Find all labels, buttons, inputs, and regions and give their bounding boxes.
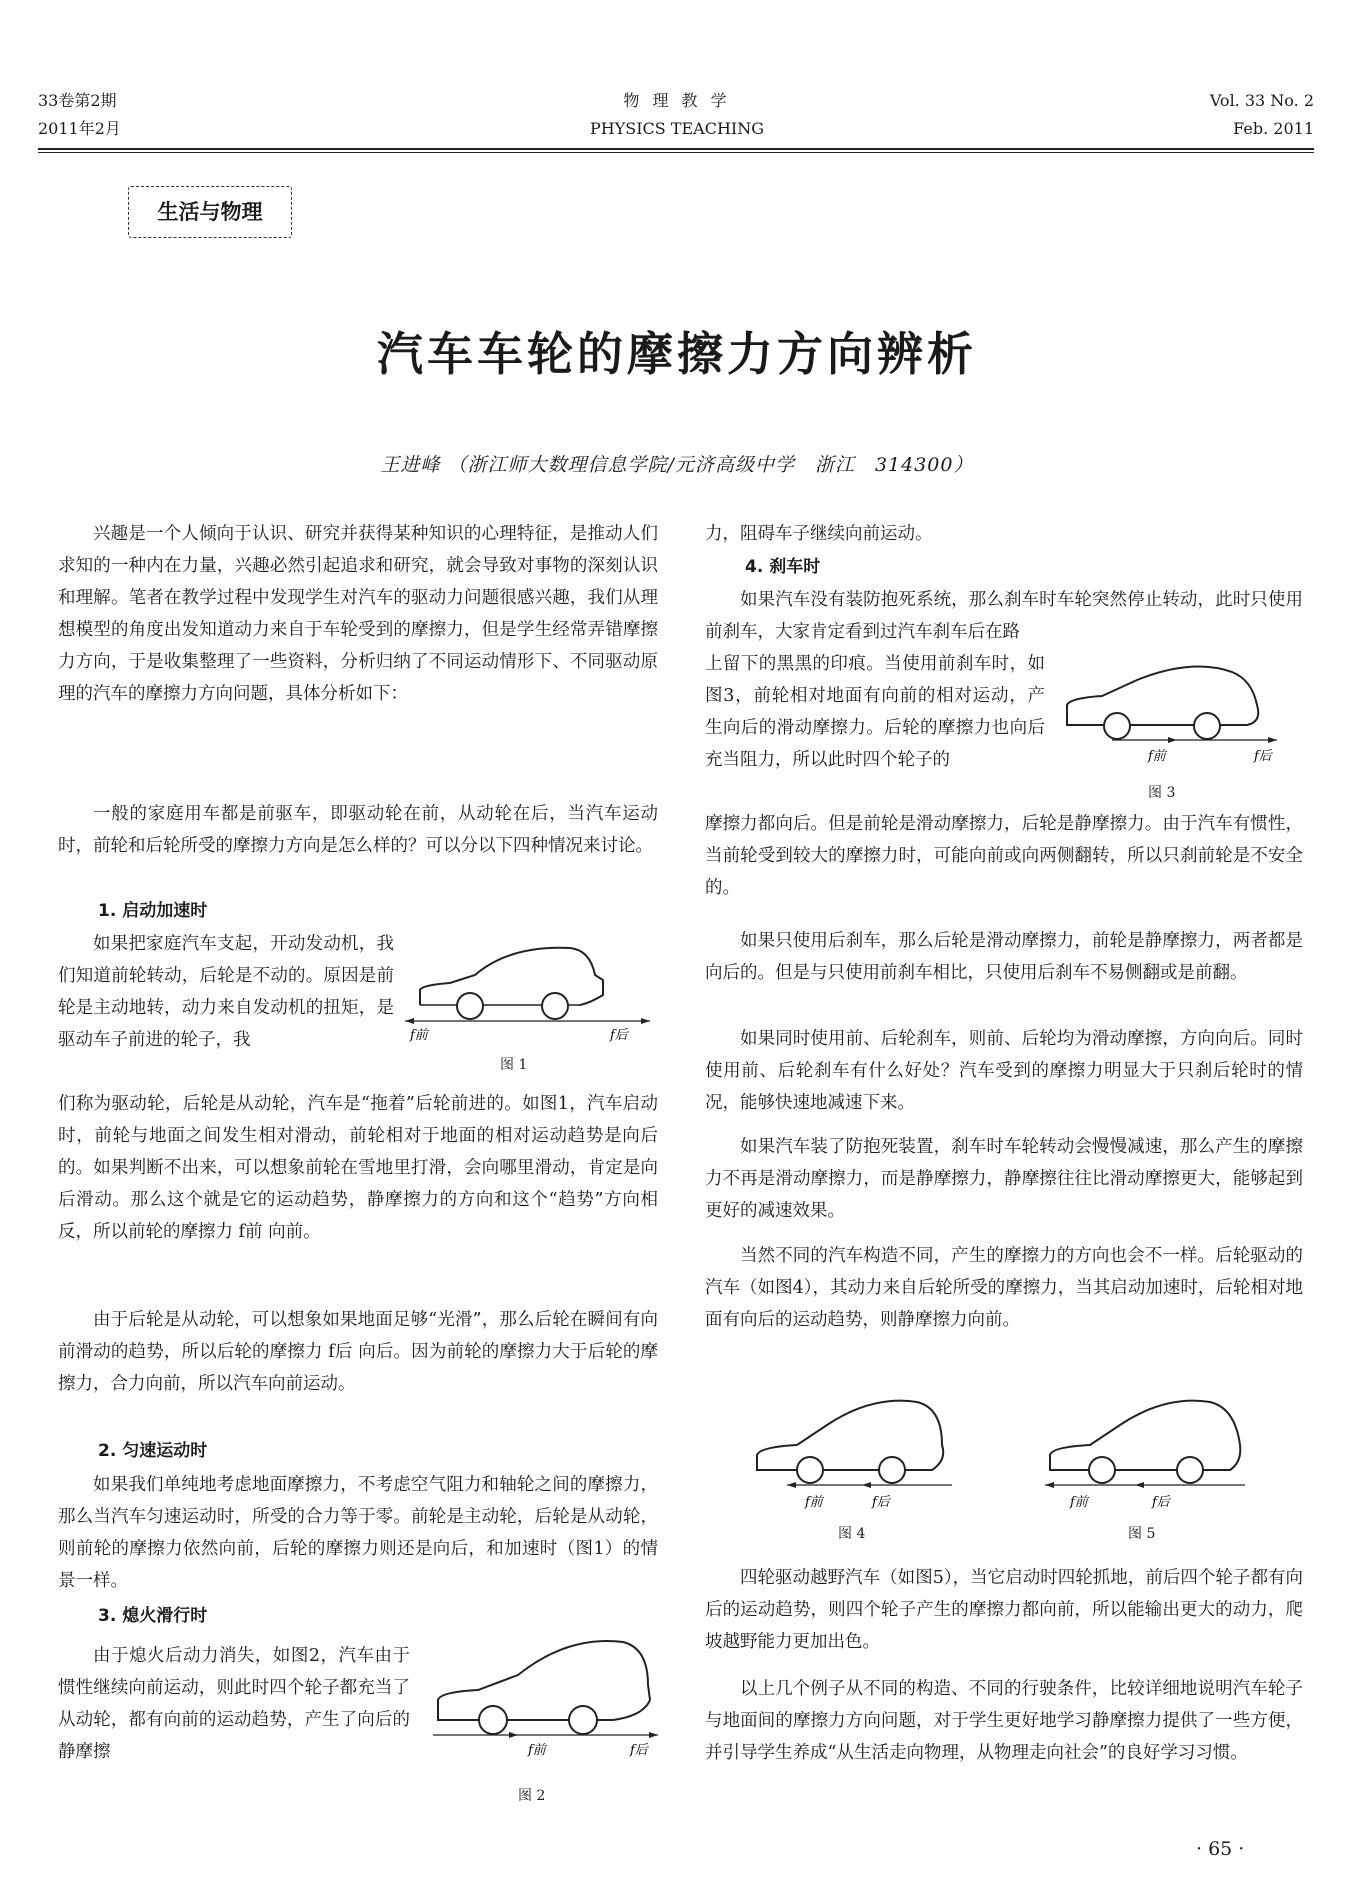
fig1-label-rear: f后 xyxy=(610,1028,628,1043)
journal-name-cn: 物 理 教 学 xyxy=(623,91,731,110)
figure-3-caption: 图 3 xyxy=(1148,785,1176,801)
fig1-car-body xyxy=(420,948,603,1005)
section-5-paragraph-1: 四轮驱动越野汽车（如图5），当它启动时四轮抓地，前后四个轮子都有向后的运动趋势，则四个轮子产生的摩擦力都向前，所以能输出更大的动力，爬坡越野能力更加出色。 xyxy=(705,1568,1303,1652)
fig4-label-rear: f后 xyxy=(872,1495,890,1510)
figure-2 xyxy=(418,1620,668,1775)
heading-2: 2. 匀速运动时 xyxy=(98,1441,208,1461)
section-2-paragraph: 如果我们单纯地考虑地面摩擦力，不考虑空气阻力和轴轮之间的摩擦力，那么当汽车匀速运动时，所受的合力等于零。前轮是主动轮，后轮是从动轮，则前轮的摩擦力依然向前，后轮的摩擦力则还是向后，和加速时（图1）的情景一样。 xyxy=(58,1475,658,1591)
fig2-arrow-front xyxy=(509,1732,518,1738)
section-label: 生活与物理 xyxy=(157,200,263,224)
fig3-label-rear: f后 xyxy=(1254,749,1272,764)
journal-name-en: PHYSICS TEACHING xyxy=(589,119,765,138)
fig1-front-wheel xyxy=(457,993,483,1019)
fig3-arrow-rear xyxy=(1268,737,1277,743)
conclusion-paragraph: 以上几个例子从不同的构造、不同的行驶条件，比较详细地说明汽车轮子与地面间的摩擦力方向问题，对于学生更好地学习静摩擦力提供了一些方便，并引导学生养成“从生活走向物理，从物理走向社会”的良好学习习惯。 xyxy=(705,1679,1303,1763)
fig3-label-front: f前 xyxy=(1148,749,1166,764)
fig4-arrow-rear xyxy=(862,1482,871,1488)
fig2-label-front: f前 xyxy=(528,1743,546,1758)
fig4-label-front: f前 xyxy=(805,1495,823,1510)
section-3-continued: 力，阻碍车子继续向前运动。 xyxy=(705,524,933,544)
figure-4 xyxy=(742,1390,982,1520)
header-vol-en: Vol. 33 No. 2 xyxy=(1209,91,1314,110)
section-3-wrapped: 由于熄火后动力消失，如图2，汽车由于惯性继续向前运动，则此时四个轮子都充当了从动轮，都有向前的运动趋势，产生了向后的静摩擦 xyxy=(58,1646,410,1762)
fig2-label-rear: f后 xyxy=(630,1743,648,1758)
fig4-front-wheel xyxy=(797,1457,823,1483)
figure-4-caption: 图 4 xyxy=(838,1526,866,1542)
intro-paragraph-1: 兴趣是一个人倾向于认识、研究并获得某种知识的心理特征，是推动人们求知的一种内在力量，兴趣必然引起追求和研究，就会导致对事物的深刻认识和理解。笔者在教学过程中发现学生对汽车的驱动力问题很感兴趣，我们从理想模型的角度出发知道动力来自于车轮受到的摩擦力，但是学生经常弄错摩擦力方向，于是收集整理了一些资料，分析归纳了不同运动情形下、不同驱动原理的汽车的摩擦力方向问题，具体分析如下： xyxy=(58,524,658,704)
fig2-car-body xyxy=(438,1641,650,1720)
fig3-car-body xyxy=(1067,667,1258,725)
header-rule xyxy=(38,148,1314,150)
fig3-rear-wheel xyxy=(1194,713,1220,739)
heading-3: 3. 熄火滑行时 xyxy=(98,1606,208,1626)
section-1-continued: 们称为驱动轮，后轮是从动轮，汽车是“拖着”后轮前进的。如图1，汽车启动时，前轮与地面之间发生相对滑动，前轮相对于地面的相对运动趋势是向后的。如果判断不出来，可以想象前轮在雪地里打滑，会向哪里滑动，肯定是向后滑动。那么这个就是它的运动趋势，静摩擦力的方向和这个“趋势”方向相反，所以前轮的摩擦力 f前 向前。 xyxy=(58,1094,658,1242)
fig5-arrow-rear xyxy=(1135,1482,1144,1488)
page-number: · 65 · xyxy=(1196,1838,1245,1860)
fig3-front-wheel xyxy=(1104,713,1130,739)
figure-3 xyxy=(1052,660,1312,780)
header-volume: 33卷第2期 xyxy=(38,91,117,110)
heading-4: 4. 刹车时 xyxy=(745,557,821,577)
section-4-paragraph-1: 如果汽车没有装防抱死系统，那么刹车时车轮突然停止转动，此时只使用前刹车，大家肯定看到过汽车刹车后在路 xyxy=(705,590,1303,642)
header-date-en: Feb. 2011 xyxy=(1233,119,1314,138)
fig3-arrow-front xyxy=(1168,737,1177,743)
heading-1: 1. 启动加速时 xyxy=(98,901,208,921)
author-line: 王进峰 （浙江师大数理信息学院/元济高级中学 浙江 314300） xyxy=(380,454,974,476)
fig1-arrow-front xyxy=(405,1018,414,1024)
fig5-label-front: f前 xyxy=(1070,1495,1088,1510)
fig2-front-wheel xyxy=(479,1706,507,1734)
fig5-label-rear: f后 xyxy=(1152,1495,1170,1510)
header-date: 2011年2月 xyxy=(38,119,121,138)
section-4-paragraph-4: 如果汽车装了防抱死装置，刹车时车轮转动会慢慢减速，那么产生的摩擦力不再是滑动摩擦力，而是静摩擦力，静摩擦往往比滑动摩擦更大，能够起到更好的减速效果。 xyxy=(705,1137,1303,1221)
fig4-car-body xyxy=(757,1401,943,1470)
fig5-rear-wheel xyxy=(1177,1457,1203,1483)
figure-1-caption: 图 1 xyxy=(500,1057,528,1073)
fig4-arrow-front xyxy=(787,1482,796,1488)
fig5-car-body xyxy=(1050,1401,1240,1470)
article-title: 汽车车轮的摩擦力方向辨析 xyxy=(377,327,977,381)
fig1-arrow-rear xyxy=(641,1018,650,1024)
section-4-continued: 摩擦力都向后。但是前轮是滑动摩擦力，后轮是静摩擦力。由于汽车有惯性，当前轮受到较大的摩擦力时，可能向前或向两侧翻转，所以只刹前轮是不安全的。 xyxy=(705,814,1303,898)
figure-5 xyxy=(1030,1390,1280,1520)
section-4-paragraph-2: 如果只使用后刹车，那么后轮是滑动摩擦力，前轮是静摩擦力，两者都是向后的。但是与只使用前刹车相比，只使用后刹车不易侧翻或是前翻。 xyxy=(705,931,1303,983)
fig1-rear-wheel xyxy=(542,993,568,1019)
figure-2-caption: 图 2 xyxy=(518,1788,546,1804)
intro-paragraph-2: 一般的家庭用车都是前驱车，即驱动轮在前，从动轮在后，当汽车运动时，前轮和后轮所受的摩擦力方向是怎么样的？可以分以下四种情况来讨论。 xyxy=(58,804,658,856)
section-1-paragraph-2: 由于后轮是从动轮，可以想象如果地面足够“光滑”，那么后轮在瞬间有向前滑动的趋势，所以后轮的摩擦力 f后 向后。因为前轮的摩擦力大于后轮的摩擦力，合力向前，所以汽车向前运动。 xyxy=(58,1310,658,1394)
section-label-box xyxy=(128,186,292,238)
fig4-rear-wheel xyxy=(879,1457,905,1483)
section-4-paragraph-3: 如果同时使用前、后轮刹车，则前、后轮均为滑动摩擦，方向向后。同时使用前、后轮刹车有什么好处？汽车受到的摩擦力明显大于只刹后轮时的情况，能够快速地减速下来。 xyxy=(705,1029,1303,1113)
fig1-label-front: f前 xyxy=(410,1028,428,1043)
header-rule-thin xyxy=(38,152,1314,153)
figure-5-caption: 图 5 xyxy=(1128,1526,1156,1542)
section-1-wrapped: 如果把家庭汽车支起，开动发动机，我们知道前轮转动，后轮是不动的。原因是前轮是主动地转，动力来自发动机的扭矩，是驱动车子前进的轮子，我 xyxy=(58,934,394,1050)
section-4-wrapped: 上留下的黑黑的印痕。当使用前刹车时，如图3，前轮相对地面有向前的相对运动，产生向后的滑动摩擦力。后轮的摩擦力也向后充当阻力，所以此时四个轮子的 xyxy=(705,654,1045,770)
figure-1 xyxy=(400,935,662,1045)
fig5-front-wheel xyxy=(1089,1457,1115,1483)
section-4-paragraph-5: 当然不同的汽车构造不同，产生的摩擦力的方向也会不一样。后轮驱动的汽车（如图4），其动力来自后轮所受的摩擦力，当其启动加速时，后轮相对地面有向后的运动趋势，则静摩擦力向前。 xyxy=(705,1246,1303,1330)
fig5-arrow-front xyxy=(1045,1482,1054,1488)
fig2-rear-wheel xyxy=(569,1706,597,1734)
fig2-arrow-rear xyxy=(649,1732,658,1738)
